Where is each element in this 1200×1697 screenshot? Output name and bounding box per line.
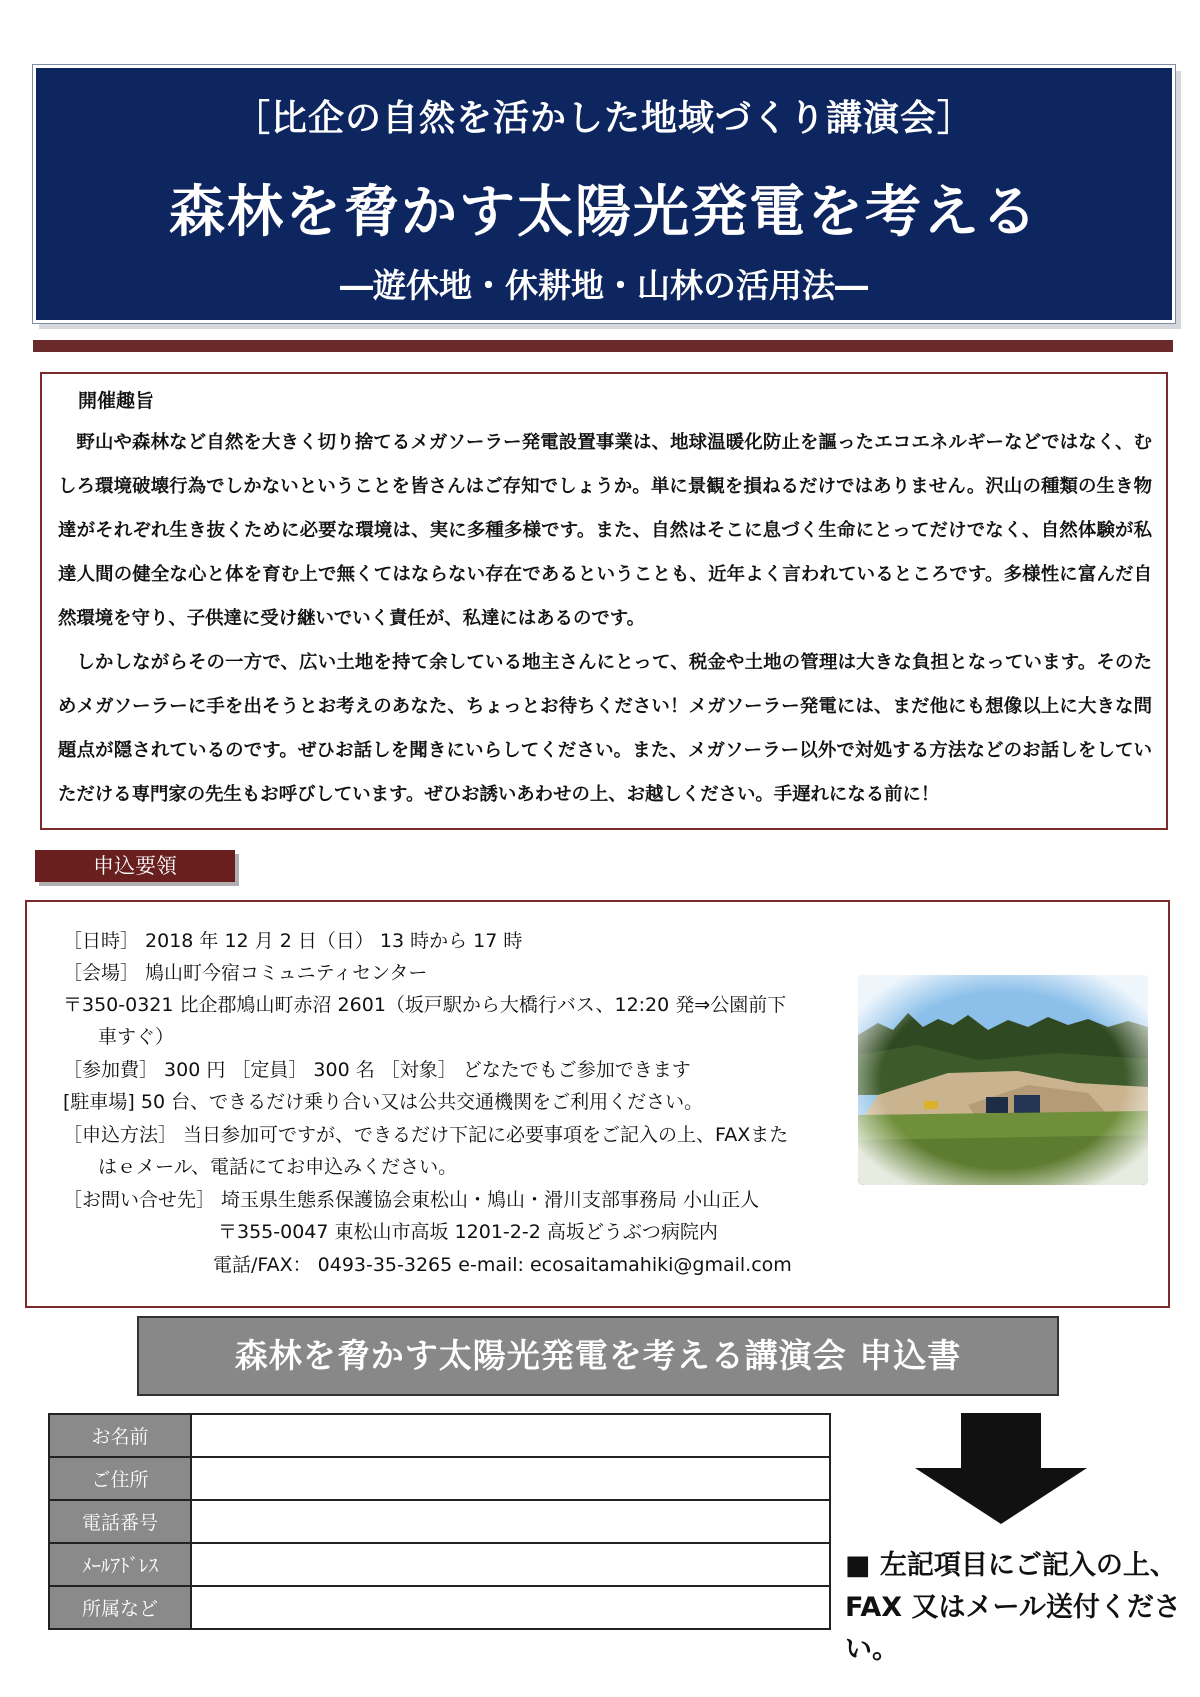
detail-contact: ［お問い合せ先］ 埼玉県生態系保護協会東松山・鳩山・滑川支部事務局 小山正人 [63,1189,760,1211]
purpose-paragraph: 野山や森林など自然を大きく切り捨てるメガソーラー発電設置事業は、地球温暖化防止を謳ったエコエネルギーなどではなく、むしろ環境破壊行為でしかないということを皆さんはご存知でしょうか。単に景観を損ねるだけではありません。沢山の種類の生き物達がそれぞれ生き抜くために必要な環境は、実に多種多様です。また、自然はそこに息づく生命にとってだけでなく、自然体験が私達人間の健全な心と体を育む上で無くてはならない存在であるということも、近年よく言われているところです。多様性に富んだ自然環境を守り、子供達に受け継いでいく責任が、私達にはあるのです。 [58,432,1152,629]
detail-contact-phone-email: 電話/FAX： 0493-35-3265 e-mail: ecosaitamahiki@gmail.com [213,1254,792,1276]
submission-instruction: ■ 左記項目にご記入の上、FAX 又はメール送付ください。 [845,1550,1181,1665]
form-row-affiliation [49,1586,830,1629]
form-row-address [49,1457,830,1500]
field-label-name: お名前 [49,1414,191,1457]
header-banner [33,65,1175,323]
detail-address: 〒350-0321 比企郡鳩山町赤沼 2601（坂戸駅から大橋行バス、12:20 発⇒公園前下 [63,994,787,1016]
field-label-email: ﾒｰﾙｱﾄﾞﾚｽ [49,1543,191,1586]
field-input-name[interactable] [191,1414,830,1457]
cleared-land-image [858,975,1148,1185]
application-form-table [48,1413,831,1630]
form-row-phone [49,1500,830,1543]
detail-fee: ［参加費］ 300 円 ［定員］ 300 名 ［対象］ どなたでもご参加できます [63,1059,691,1081]
field-input-email[interactable] [191,1543,830,1586]
detail-address-cont: 車すぐ） [98,1026,175,1048]
detail-datetime: ［日時］ 2018 年 12 月 2 日（日） 13 時から 17 時 [63,930,523,952]
event-title: 森林を脅かす太陽光発電を考える [169,180,1039,245]
purpose-box [40,372,1168,830]
form-row-email [49,1543,830,1586]
site-photo [858,975,1148,1185]
field-label-address: ご住所 [49,1457,191,1500]
detail-venue: ［会場］ 鳩山町今宿コミュニティセンター [63,962,428,984]
field-input-affiliation[interactable] [191,1586,830,1629]
application-form-title: 森林を脅かす太陽光発電を考える講演会 申込書 [137,1316,1059,1396]
field-input-address[interactable] [191,1457,830,1500]
divider-rule [33,340,1173,352]
event-subtitle: ［比企の自然を活かした地域づくり講演会］ [233,98,974,139]
detail-how-to-apply-cont: はｅメール、電話にてお申込みください。 [98,1156,458,1178]
field-label-affiliation: 所属など [49,1586,191,1629]
field-input-phone[interactable] [191,1500,830,1543]
section-tab-application: 申込要領 [35,850,235,882]
field-label-phone: 電話番号 [49,1500,191,1543]
down-arrow-icon [915,1413,1087,1524]
detail-how-to-apply: ［申込方法］ 当日参加可ですが、できるだけ下記に必要事項をご記入の上、FAXまた [63,1124,789,1146]
event-tagline: ―遊休地・休耕地・山林の活用法― [340,266,868,305]
purpose-paragraph: しかしながらその一方で、広い土地を持て余している地主さんにとって、税金や土地の管理は大きな負担となっています。そのためメガソーラーに手を出そうとお考えのあなた、ちょっとお待ちください！メガソーラー発電には、まだ他にも想像以上に大きな問題点が隠されているのです。ぜひお話しを聞きにいらしてください。また、メガソーラー以外で対処する方法などのお話しをしていただける専門家の先生もお呼びしています。ぜひお誘いあわせの上、お越しください。手遅れになる前に！ [58,652,1152,805]
detail-contact-address: 〒355-0047 東松山市高坂 1201-2-2 高坂どうぶつ病院内 [218,1221,718,1243]
purpose-heading: 開催趣旨 [78,390,155,412]
detail-parking: [駐車場] 50 台、できるだけ乗り合い又は公共交通機関をご利用ください。 [63,1091,704,1113]
form-row-name [49,1414,830,1457]
